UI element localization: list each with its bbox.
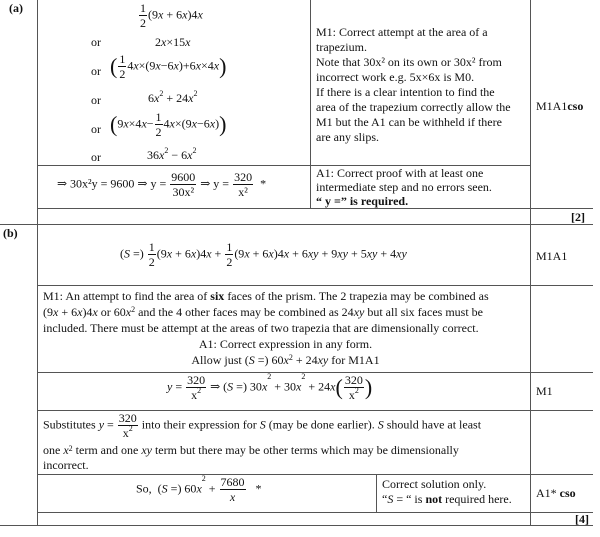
row-line-b1 (37, 285, 593, 286)
part-a-label: (a) (9, 1, 23, 15)
mark-b-final: A1* cso (536, 486, 576, 500)
or-label: or (91, 35, 101, 49)
working-line-4: $6x^2 + 24x^2$ (148, 89, 198, 105)
fraction-320: $\frac{320}{\text{x²}}$ (234, 170, 253, 199)
or-label: or (91, 122, 101, 136)
row-line-b5 (37, 512, 593, 513)
working-line-5: (9x×4x− $\frac{1}{2}$ 4x×(9x−6x)) (110, 110, 227, 139)
final-notes: Correct solution only. “S = “ is not required here. (382, 477, 512, 506)
proof-notes: A1: Correct proof with at least one intermediate step and no errors seen. “ y =” is required. (316, 166, 492, 208)
proof-line: ⇒ 30x²y = 9600 ⇒ y = $\frac{9600}{\text{30x²}}$ ⇒ y = $\frac{320}{\text{x²}}$ * (57, 170, 267, 199)
row-line-a2 (37, 208, 593, 209)
row-line-ab (0, 224, 593, 225)
working-line-6: $36x^2 - 6x^2$ (147, 146, 197, 162)
working-line-2: 2x×15x (155, 35, 191, 49)
substitution-equation: y = $\frac{320}{x^2}$ ⇒ (S =) $30x^2 + 30x^2 + 24x$( $\frac{320}{x^2}$ ) (167, 372, 373, 402)
main-equation-b: (S =) $\frac{1}{2}$ (9x + 6x)4x + $\frac{1}{2}$ (9x + 6x)4x + 6xy + 9xy + 5xy + 4xy (120, 240, 407, 269)
or-label: or (91, 93, 101, 107)
col-divider-notes-b (376, 474, 377, 512)
total-a: [2] (571, 210, 585, 224)
final-equation: So, (S =) $60x^2$ + $\frac{7680}{x}$ * (136, 474, 262, 504)
mark-a-main: M1A1cso (536, 99, 584, 113)
or-label: or (91, 150, 101, 164)
working-line-1: $\frac{1}{2}$ (9x + 6x)4x (140, 1, 203, 30)
fraction-9600: $\frac{9600}{\text{30x²}}$ (171, 170, 196, 199)
marking-notes-a: M1: Correct attempt at the area of a trapezium. Note that 30x² on its own or 30x² from incorrect work e.g. 5x×6x is M0. If there is a clear intention to find the area of the trapezium correctly allow the M1 but the A1 can be withheld if there are any slips. (316, 25, 511, 144)
mark-b-sub: M1 (536, 384, 553, 398)
col-divider-label (37, 0, 38, 526)
col-divider-marks (530, 0, 531, 526)
working-line-3: ( $\frac{1}{2}$ 4x×(9x−6x)+6x×4x) (110, 52, 227, 81)
fraction-half: $\frac{1}{2}$ (140, 1, 146, 30)
mark-b-main: M1A1 (536, 249, 568, 263)
col-divider-notes-a (310, 0, 311, 208)
part-b-label: (b) (3, 226, 18, 240)
substitution-notes: Substitutes y = $\frac{320}{x^2}$ into their expression for S (may be done earlier). S should have at least one $x^2$ term and one xy term but there may be other terms which may be dimensionally incorrect. (43, 411, 482, 472)
row-line-bottom (0, 525, 593, 526)
total-b: [4] (575, 512, 589, 526)
guidance-b: M1: An attempt to find the area of six faces of the prism. The 2 trapezia may be combined as (9x + 6x)4x or $60x^2$ and the 4 other faces may be combined as 24xy but all six faces must be included. There must be attempt at the areas of two trapezia that are dimensionally correct. A1: Correct expression in any form. Allow just (S =) $60x^2 + 24xy$ for M1A1 (43, 289, 489, 367)
row-line-b4 (37, 474, 593, 475)
or-label: or (91, 64, 101, 78)
row-line-b2 (37, 372, 593, 373)
